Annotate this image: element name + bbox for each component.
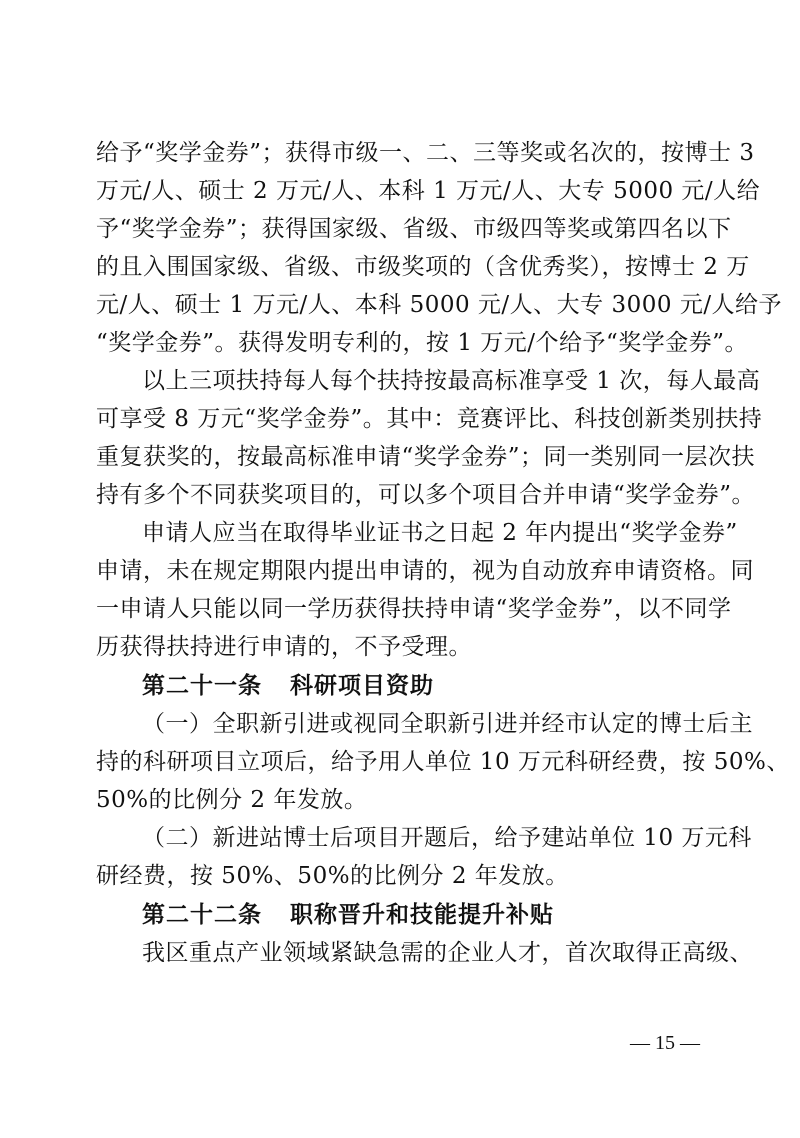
text-line: 予“奖学金券”；获得国家级、省级、市级四等奖或第四名以下 [96,216,732,242]
text-line: 持有多个不同获奖项目的，可以多个项目合并申请“奖学金券”。 [96,482,756,508]
text-line: 申请，未在规定期限内提出申请的，视为自动放弃申请资格。同 [96,558,754,584]
text-line: 一申请人只能以同一学历获得扶持申请“奖学金券”，以不同学 [96,596,732,622]
article-heading-21 [142,667,434,705]
article-heading-22 [142,896,554,934]
paragraph-first-line: （二）新进站博士后项目开题后，给予建站单位 10 万元科 [142,825,752,851]
article-number: 第二十一条 [142,673,262,699]
text-line: 50%的比例分 2 年发放。 [96,787,368,813]
text-line: 给予“奖学金券”；获得市级一、二、三等奖或名次的，按博士 3 [96,140,755,166]
article-number: 第二十二条 [142,902,262,928]
text-line: 的且入围国家级、省级、市级奖项的（含优秀奖），按博士 2 万 [96,254,750,280]
paragraph-first-line: 以上三项扶持每人每个扶持按最高标准享受 1 次，每人最高 [142,368,761,394]
text-line: 研经费，按 50%、50%的比例分 2 年发放。 [96,863,569,889]
text-line: 持的科研项目立项后，给予用人单位 10 万元科研经费，按 50%、 [96,749,790,775]
article-title: 科研项目资助 [290,673,434,699]
page-number: — 15 — [630,1032,700,1054]
paragraph-first-line: （一）全职新引进或视同全职新引进并经市认定的博士后主 [142,711,753,737]
paragraph-first-line: 申请人应当在取得毕业证书之日起 2 年内提出“奖学金券” [142,520,738,546]
text-line: “奖学金券”。获得发明专利的，按 1 万元/个给予“奖学金券”。 [96,330,749,356]
text-line: 重复获奖的，按最高标准申请“奖学金券”；同一类别同一层次扶 [96,444,756,470]
text-line: 历获得扶持进行申请的，不予受理。 [96,634,472,660]
article-title: 职称晋升和技能提升补贴 [290,902,554,928]
text-line: 万元/人、硕士 2 万元/人、本科 1 万元/人、大专 5000 元/人给 [96,178,761,204]
text-line: 可享受 8 万元“奖学金券”。其中：竞赛评比、科技创新类别扶持 [96,406,763,432]
text-line: 元/人、硕士 1 万元/人、本科 5000 元/人、大专 3000 元/人给予 [96,292,783,318]
paragraph-first-line: 我区重点产业领域紧缺急需的企业人才，首次取得正高级、 [142,940,753,966]
